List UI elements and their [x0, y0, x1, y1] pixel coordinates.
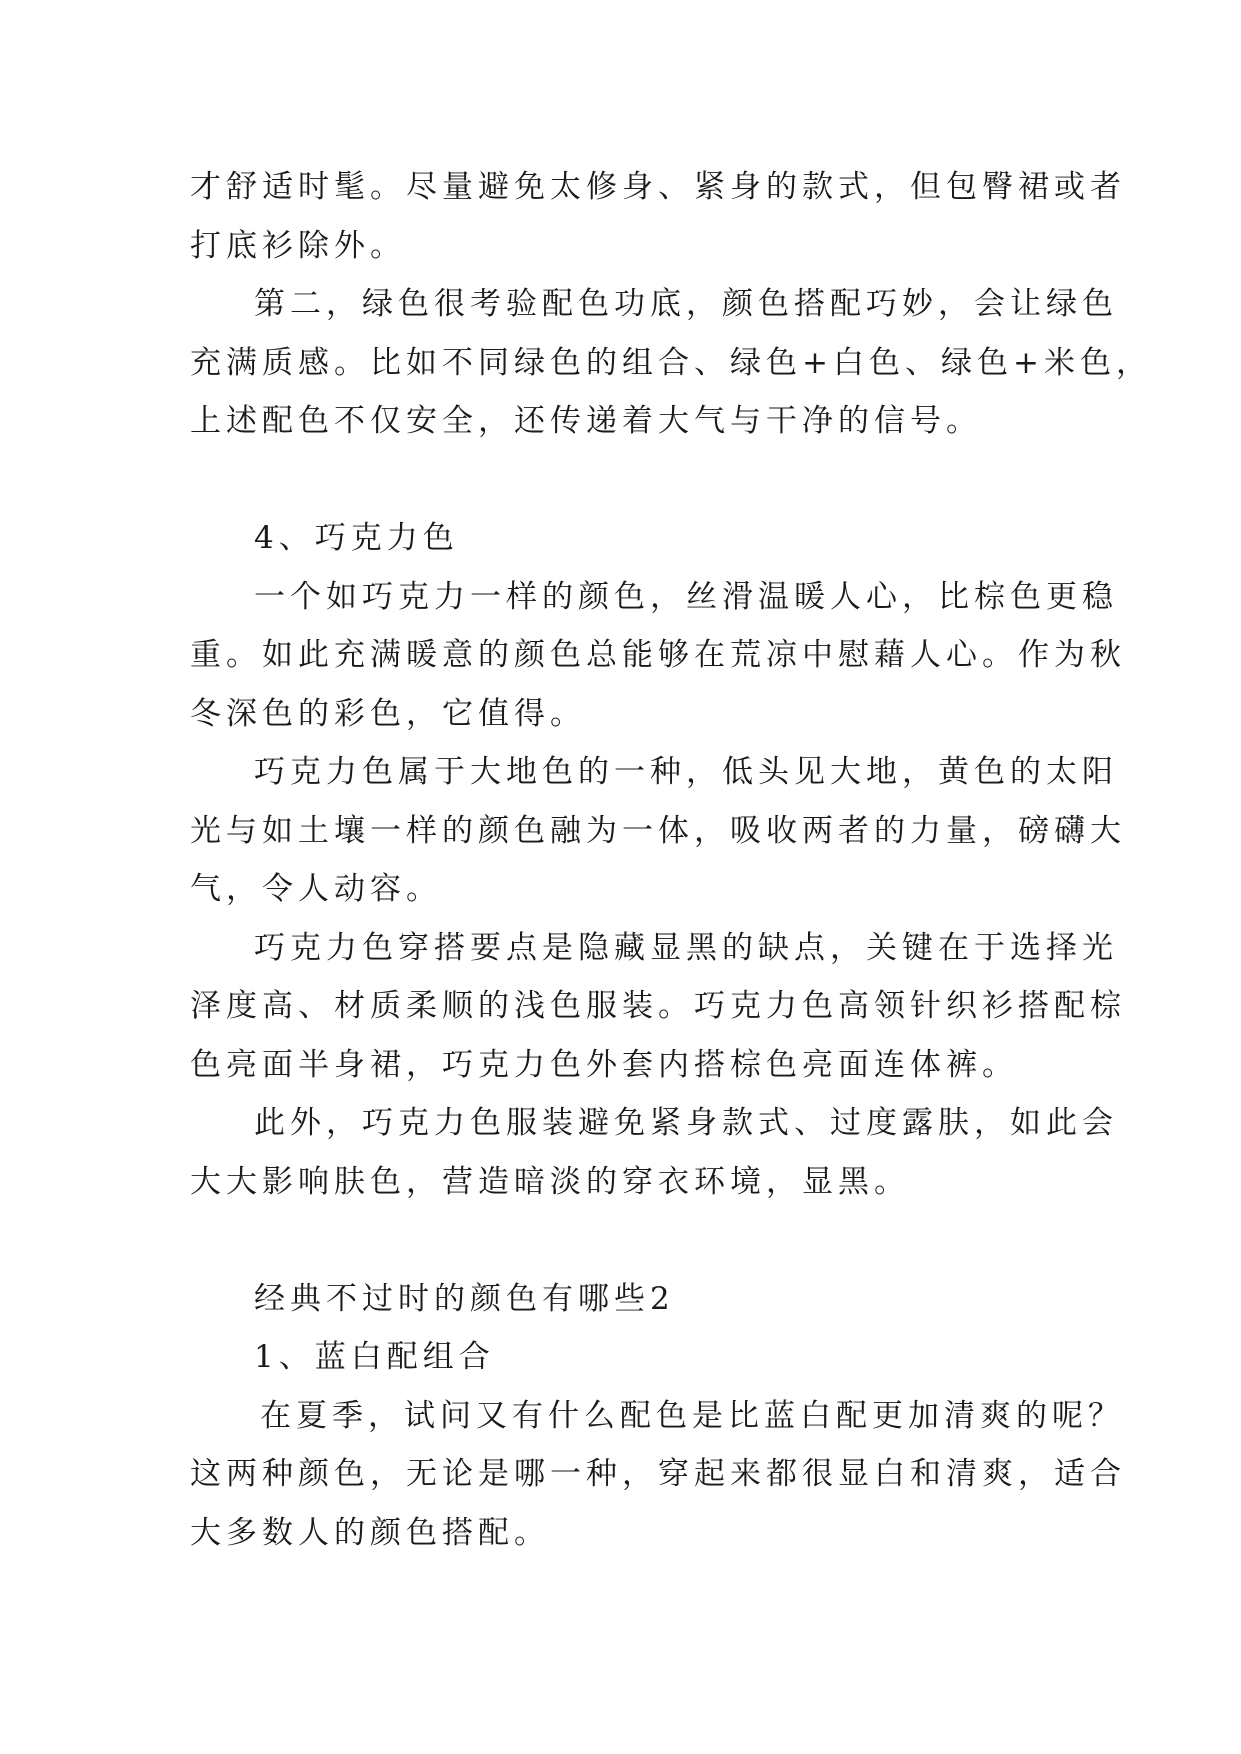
paragraph-line: 泽度高、材质柔顺的浅色服装。巧克力色高领针织衫搭配棕 — [190, 988, 1126, 1024]
paragraph-line: 在夏季，试问又有什么配色是比蓝白配更加清爽的呢？ — [260, 1397, 1124, 1434]
section-heading: 1、蓝白配组合 — [254, 1339, 495, 1375]
document-body — [190, 158, 1152, 1562]
paragraph-line: 才舒适时髦。尽量避免太修身、紧身的款式，但包臀裙或者 — [190, 169, 1126, 205]
paragraph-line: 一个如巧克力一样的颜色，丝滑温暖人心，比棕色更稳 — [254, 578, 1118, 615]
section-gap — [190, 451, 1052, 510]
paragraph-line: 充满质感。比如不同绿色的组合、绿色+白色、绿色+米色， — [190, 344, 1152, 381]
paragraph-line: 冬深色的彩色，它值得。 — [190, 695, 586, 732]
paragraph-line: 重。如此充满暖意的颜色总能够在荒凉中慰藉人心。作为秋 — [190, 637, 1126, 673]
paragraph-line: 巧克力色属于大地色的一种，低头见大地，黄色的太阳 — [254, 754, 1118, 790]
paragraph-line: 此外，巧克力色服装避免紧身款式、过度露肤，如此会 — [254, 1105, 1118, 1141]
section-heading: 经典不过时的颜色有哪些2 — [254, 1280, 675, 1317]
section-gap — [190, 1211, 1052, 1270]
paragraph-line: 打底衫除外。 — [190, 227, 406, 264]
paragraph-line: 色亮面半身裙，巧克力色外套内搭棕色亮面连体裤。 — [190, 1046, 1018, 1083]
paragraph-line: 大大影响肤色，营造暗淡的穿衣环境，显黑。 — [190, 1163, 910, 1200]
paragraph-line: 巧克力色穿搭要点是隐藏显黑的缺点，关键在于选择光 — [254, 929, 1118, 966]
paragraph-line: 这两种颜色，无论是哪一种，穿起来都很显白和清爽，适合 — [190, 1456, 1126, 1492]
paragraph-line: 大多数人的颜色搭配。 — [190, 1514, 550, 1551]
paragraph-line: 第二，绿色很考验配色功底，颜色搭配巧妙，会让绿色 — [254, 286, 1118, 322]
paragraph-line: 光与如土壤一样的颜色融为一体，吸收两者的力量，磅礴大 — [190, 812, 1126, 849]
paragraph-line: 上述配色不仅安全，还传递着大气与干净的信号。 — [190, 403, 982, 439]
section-heading: 4、巧克力色 — [254, 520, 459, 556]
paragraph-line: 气，令人动容。 — [190, 871, 442, 907]
